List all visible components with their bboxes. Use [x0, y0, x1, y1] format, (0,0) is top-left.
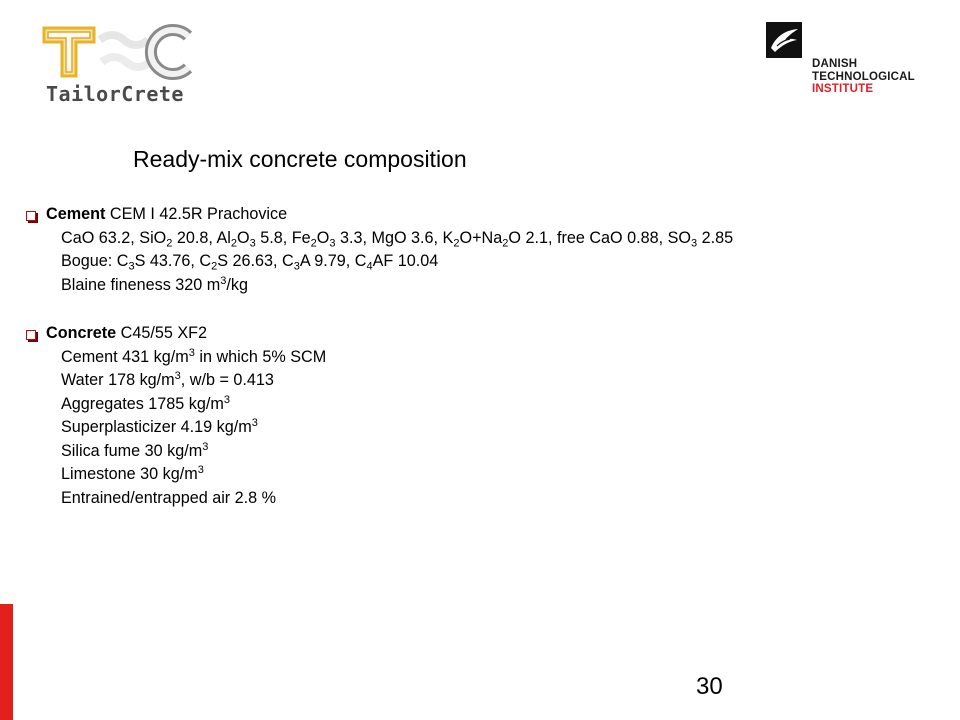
dti-line-institute: INSTITUTE — [812, 83, 874, 95]
concrete-class: C45/55 XF2 — [116, 324, 208, 342]
page-number: 30 — [696, 673, 723, 700]
square-bullet-icon — [26, 211, 36, 221]
danish-technological-institute-logo — [766, 22, 936, 106]
concrete-aggregates: Aggregates 1785 $kg/m^3$ — [61, 393, 231, 413]
cement-type: CEM I 42.5R Prachovice — [105, 205, 288, 223]
dti-bird-icon — [766, 22, 802, 58]
concrete-heading: Concrete — [46, 324, 117, 342]
cement-oxides: CaO 63.2, SiO$_2$ 20.8, $Al_2O_3$ 5.8, $Fe_2O_3$ 3.3, MgO 3.6, $K_2O+Na_2O$ 2.1, free CaO 0.88, $SO_3$ 2.85 — [61, 228, 734, 249]
concrete-air: Entrained/entrapped air 2.8 % — [61, 488, 277, 507]
slide-title: Ready-mix concrete composition — [133, 146, 467, 172]
dti-line-technological: TECHNOLOGICAL — [812, 70, 915, 83]
cement-bullet — [24, 203, 944, 227]
concrete-bullet — [24, 322, 944, 346]
tailorcrete-wordmark: TailorCrete — [46, 82, 184, 106]
cement-bogue: Bogue: $C_3S$ 43.76, $C_2S$ 26.63, $C_3A$ 9.79, $C_4AF$ 10.04 — [61, 252, 439, 273]
tc-letters-graphic — [38, 22, 208, 82]
dti-line-danish: DANISH — [812, 58, 858, 70]
cement-blaine: Blaine fineness 320 $m^3/kg$ — [61, 274, 249, 294]
cement-heading: Cement — [46, 205, 106, 223]
slide-content — [24, 203, 944, 510]
concrete-superplasticizer: Superplasticizer 4.19 $kg/m^3$ — [61, 416, 258, 436]
concrete-cement: Cement 431 $kg/m^3$ in which 5% SCM — [61, 346, 327, 366]
dti-wordmark — [812, 58, 915, 96]
tailorcrete-logo — [38, 22, 208, 106]
concrete-limestone: Limestone 30 $kg/m^3$ — [61, 463, 204, 483]
concrete-water: Water 178 $kg/m^3$, w/b = 0.413 — [61, 369, 274, 389]
accent-bar — [0, 604, 13, 720]
square-bullet-icon — [26, 330, 36, 340]
concrete-silica-fume: Silica fume 30 $kg/m^3$ — [61, 440, 209, 460]
